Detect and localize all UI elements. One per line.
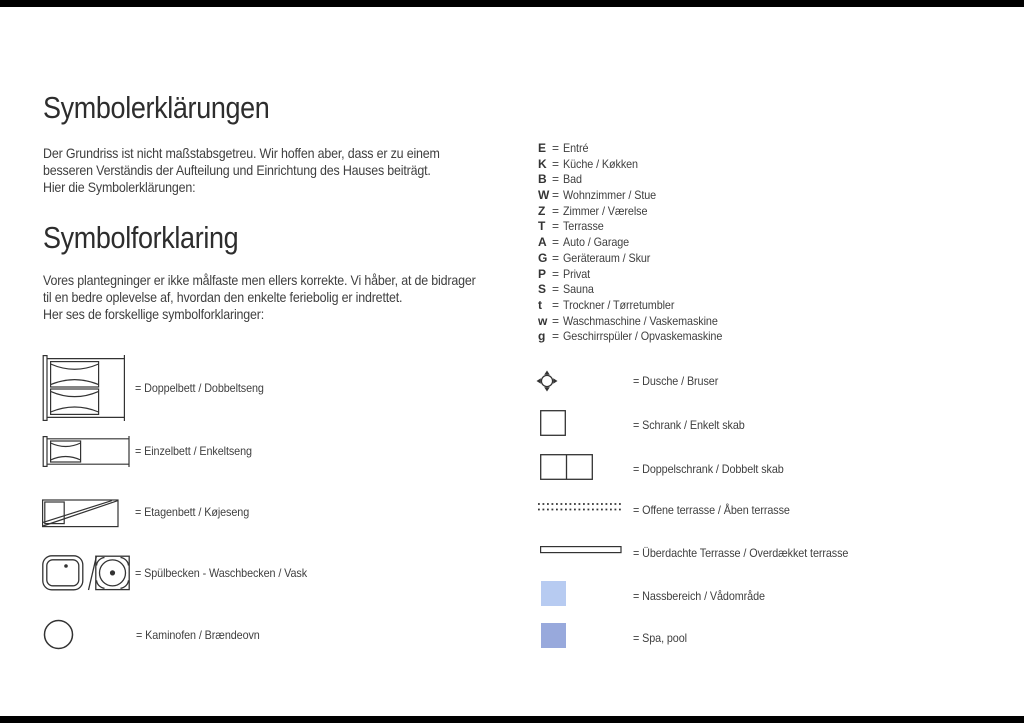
single-bed-icon: [42, 436, 131, 467]
legend-row-open-terrace: [538, 502, 790, 517]
room-code-label: Geschirrspüler / Opvaskemaskine: [563, 329, 723, 344]
room-code-letter: W: [538, 188, 550, 203]
room-code-letter: A: [538, 235, 547, 250]
equals-sign: =: [552, 250, 560, 265]
legend-row-sink: [42, 553, 308, 593]
equals-sign: =: [552, 141, 560, 155]
room-code-letter: t: [538, 297, 542, 312]
equals-sign: =: [552, 329, 560, 344]
legend-row-covered-terrace: [540, 545, 849, 560]
page-bottom-edge-bar: [0, 716, 1024, 723]
bunk-bed-icon: [42, 496, 119, 528]
room-code-row: [538, 188, 740, 204]
room-code-label: Bad: [563, 172, 582, 187]
legend-label: = Etagenbett / Køjeseng: [135, 505, 250, 519]
legend-label: = Offene terrasse / Åben terrasse: [633, 503, 790, 517]
double-bed-icon: [42, 355, 126, 421]
room-code-label: Sauna: [563, 282, 594, 297]
room-code-letter: g: [538, 329, 546, 344]
danish-paragraph-line: Her ses de forskellige symbolforklaringer:: [43, 306, 265, 322]
room-code-letter: w: [538, 313, 548, 328]
sink-basin-icon: [42, 553, 130, 593]
german-paragraph-line: Hier die Symbolerklärungen:: [43, 179, 196, 195]
legend-label: = Kaminofen / Brændeovn: [136, 628, 260, 642]
room-code-letter: P: [538, 266, 547, 281]
legend-label: = Einzelbett / Enkeltseng: [135, 444, 252, 458]
danish-paragraph: [43, 272, 529, 323]
room-code-label: Waschmaschine / Vaskemaskine: [563, 313, 718, 328]
room-code-label: Privat: [563, 266, 591, 281]
legend-label: = Schrank / Enkelt skab: [633, 418, 745, 432]
covered-terrace-icon: [540, 545, 622, 555]
danish-paragraph-line: til en bedre oplevelse af, hvordan den enkelte feriebolig er indrettet.: [43, 289, 403, 305]
equals-sign: =: [552, 203, 560, 218]
legend-label: = Überdachte Terrasse / Overdækket terrasse: [633, 546, 849, 560]
legend-label: = Spülbecken - Waschbecken / Vask: [135, 566, 308, 580]
room-code-row: [538, 172, 740, 188]
wet-area-swatch: [541, 581, 566, 606]
room-code-label: Auto / Garage: [563, 235, 630, 250]
room-code-row: [538, 251, 740, 267]
room-code-label: Geräteraum / Skur: [563, 250, 651, 265]
room-code-row: [538, 282, 740, 298]
equals-sign: =: [552, 282, 560, 297]
room-code-row: [538, 267, 740, 283]
room-code-list: [538, 141, 740, 345]
room-code-label: Zimmer / Værelse: [563, 203, 648, 218]
single-cabinet-icon: [540, 410, 566, 436]
open-terrace-icon: [538, 502, 622, 512]
spa-pool-swatch: [541, 623, 566, 648]
room-code-letter: G: [538, 250, 548, 265]
room-code-label: Wohnzimmer / Stue: [563, 188, 657, 203]
room-code-row: [538, 141, 740, 157]
legend-label: = Doppelbett / Dobbeltseng: [135, 381, 264, 395]
danish-paragraph-line: Vores plantegninger er ikke målfaste men ellers korrekte. Vi håber, at de bidrager: [43, 272, 476, 288]
legend-row-bunk-bed: [42, 496, 250, 528]
legend-row-stove: [43, 619, 260, 651]
legend-row-single-cabinet: [540, 410, 745, 436]
legend-row-wet-area: [541, 581, 765, 606]
german-paragraph-line: besseren Verständis der Aufteilung und Einrichtung des Hauses beiträgt.: [43, 162, 431, 178]
room-code-label: Terrasse: [563, 219, 604, 234]
legend-label: = Nassbereich / Vådområde: [633, 589, 765, 603]
room-code-letter: E: [538, 141, 547, 155]
room-code-row: [538, 204, 740, 220]
room-code-row: [538, 314, 740, 330]
room-code-letter: B: [538, 172, 547, 187]
legend-label: = Doppelschrank / Dobbelt skab: [633, 462, 784, 476]
legend-row-double-bed: [42, 355, 264, 421]
room-code-letter: Z: [538, 203, 546, 218]
equals-sign: =: [552, 235, 560, 250]
shower-icon: [536, 370, 558, 392]
german-paragraph: [43, 145, 489, 196]
room-code-letter: K: [538, 156, 547, 171]
page-top-edge-bar: [0, 0, 1024, 7]
double-cabinet-icon: [540, 454, 593, 480]
room-code-row: [538, 298, 740, 314]
danish-title: Symbolforklaring: [43, 220, 239, 255]
legend-label: = Dusche / Bruser: [633, 374, 719, 388]
legend-row-spa-pool: [541, 623, 687, 648]
legend-label: = Spa, pool: [633, 631, 687, 645]
legend-row-single-bed: [42, 436, 252, 467]
german-paragraph-line: Der Grundriss ist nicht maßstabsgetreu. Wir hoffen aber, dass er zu einem: [43, 145, 440, 161]
room-code-letter: S: [538, 282, 547, 297]
legend-row-shower: [536, 370, 719, 392]
room-code-row: [538, 235, 740, 251]
room-code-letter: T: [538, 219, 546, 234]
equals-sign: =: [552, 297, 560, 312]
legend-row-double-cabinet: [540, 454, 784, 480]
wood-stove-icon: [43, 619, 75, 651]
equals-sign: =: [552, 156, 560, 171]
equals-sign: =: [552, 219, 560, 234]
equals-sign: =: [552, 172, 560, 187]
room-code-label: Trockner / Tørretumbler: [563, 297, 675, 312]
room-code-row: [538, 219, 740, 235]
german-title: Symbolerklärungen: [43, 90, 270, 125]
equals-sign: =: [552, 313, 560, 328]
room-code-label: Entré: [563, 141, 589, 155]
equals-sign: =: [552, 266, 560, 281]
room-code-row: [538, 329, 740, 345]
equals-sign: =: [552, 188, 560, 203]
room-code-row: [538, 157, 740, 173]
room-code-label: Küche / Køkken: [563, 156, 638, 171]
